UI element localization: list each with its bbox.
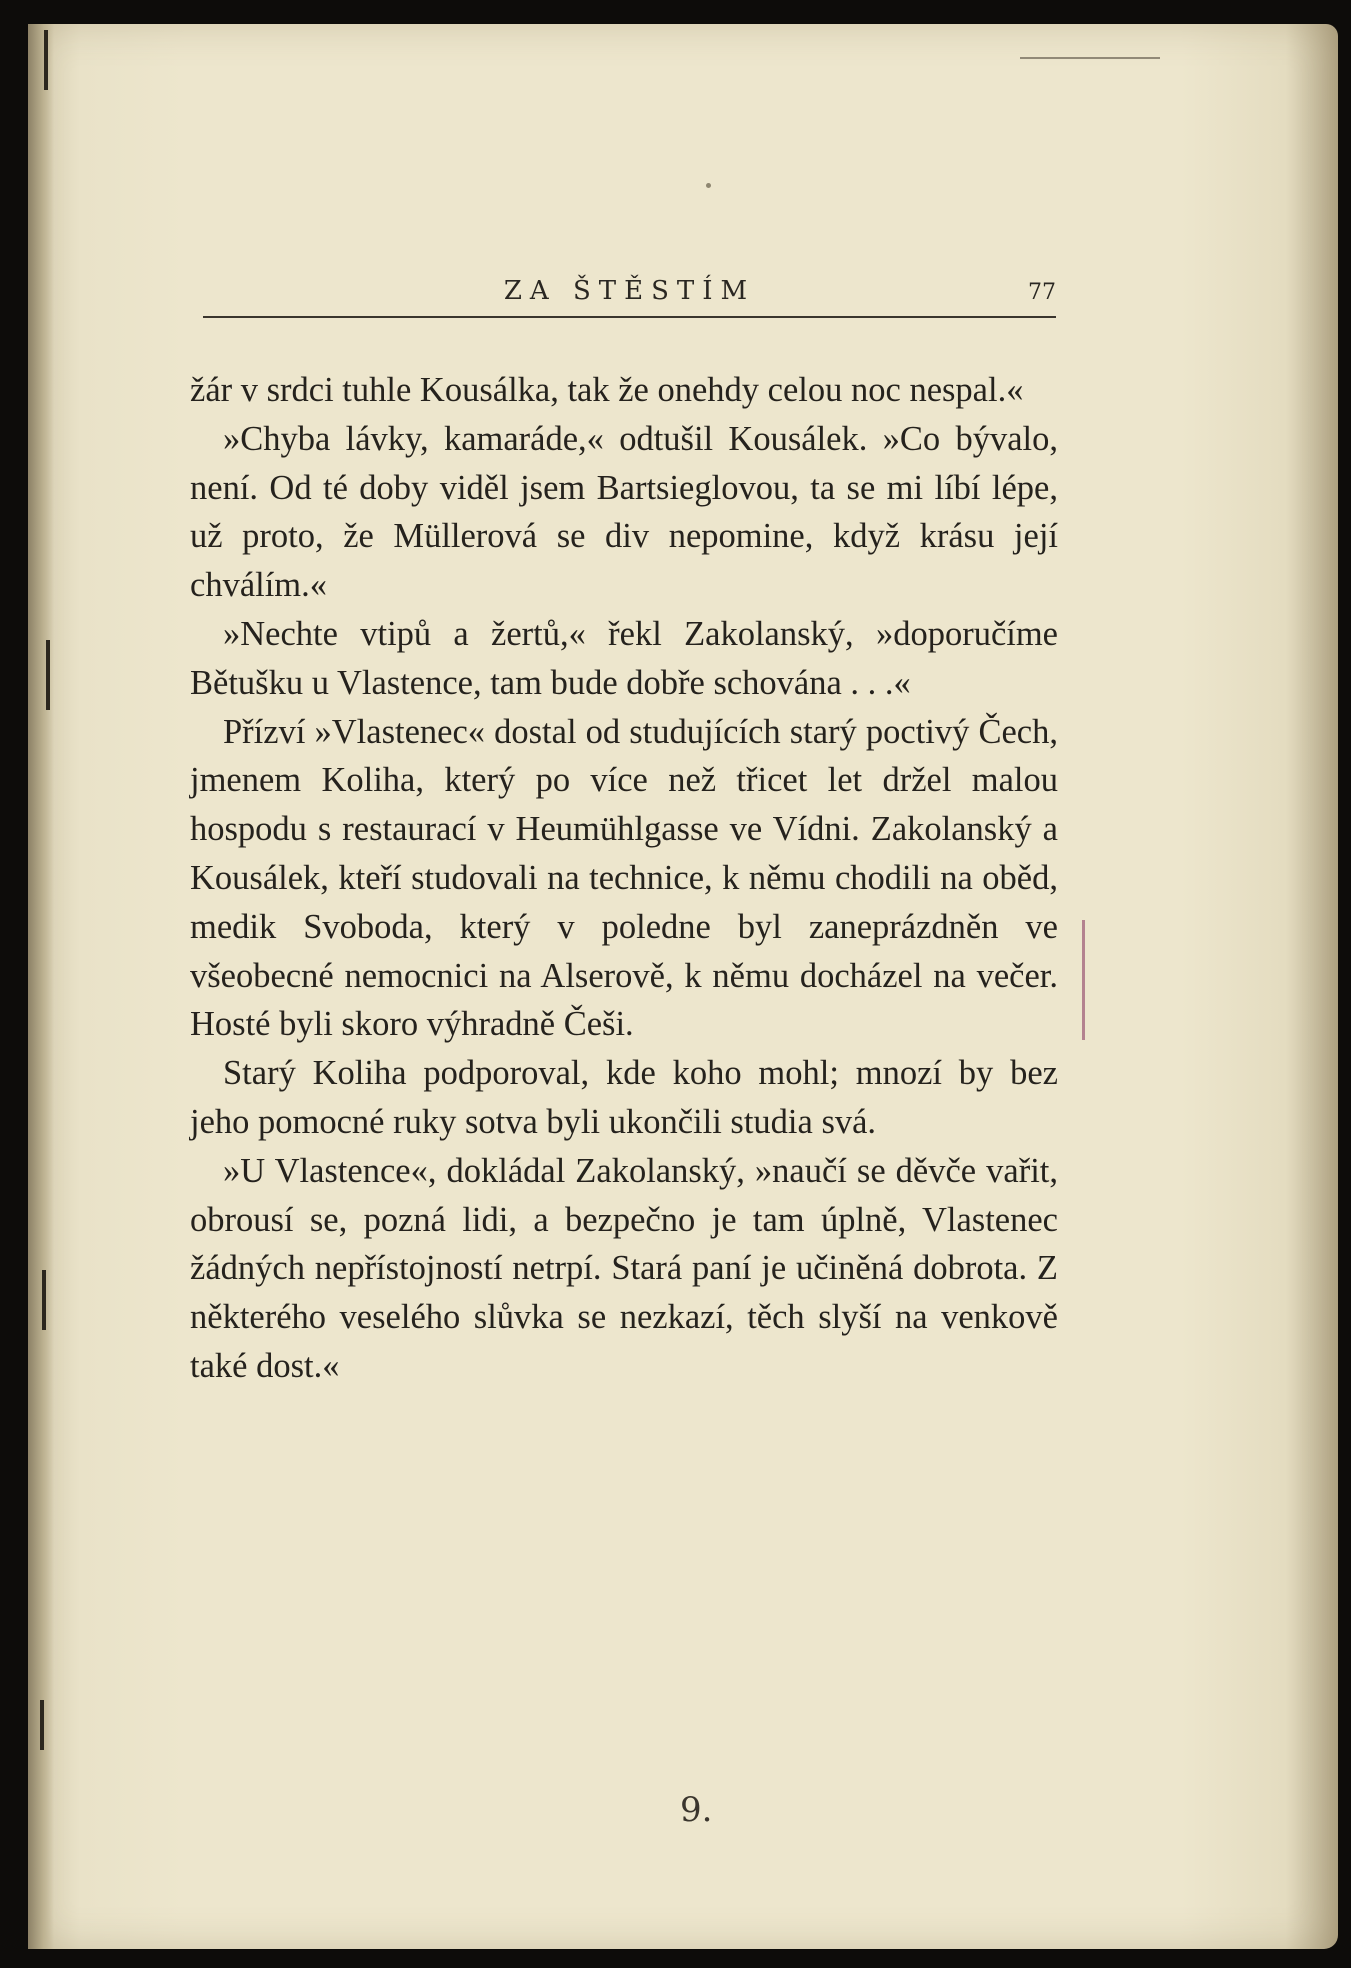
binding-mark: [42, 1270, 46, 1330]
binding-mark: [46, 640, 50, 710]
page-spine-shadow: [28, 24, 54, 1949]
paragraph: Starý Koliha podporoval, kde koho mohl; mnozí by bez jeho pomocné ruky sotva byli ukončili studia svá.: [190, 1054, 1058, 1141]
scan-artifact-line: [1020, 57, 1160, 59]
paragraph: žár v srdci tuhle Kousálka, tak že onehdy celou noc nespal.«: [190, 371, 1024, 409]
binding-mark: [40, 1700, 44, 1750]
signature-mark: 9.: [680, 1790, 713, 1830]
header-rule: [203, 316, 1056, 318]
paragraph: Přízví »Vlastenec« dostal od studujících starý poctivý Čech, jmenem Koliha, který po více než třicet let držel malou hospodu s restaurací v Heumühlgasse ve Vídni. Zakolanský a Kousálek, kteří studovali na technice, k němu chodili na oběd, medik Svoboda, který v poledne byl zaneprázdněn ve všeobecné nemocnici na Alserově, k němu docházel na večer. Hosté byli skoro výhradně Češi.: [190, 712, 1058, 1044]
page-number: 77: [1028, 280, 1056, 305]
running-head: [203, 272, 1056, 316]
margin-pencil-mark: [1082, 920, 1085, 1040]
body-text: [190, 366, 1058, 1391]
paragraph: »Nechte vtipů a žertů,« řekl Zakolanský, »doporučíme Bětušku u Vlastence, tam bude dobře schována . . .«: [190, 614, 1058, 702]
paragraph: »U Vlastence«, dokládal Zakolanský, »naučí se děvče vařit, obrousí se, pozná lidi, a bezpečno je tam úplně, Vlastenec žádných nepřístojností netrpí. Stará paní je učiněná dobrota. Z některého veselého slůvka se nezkazí, těch slyší na venkově také dost.«: [190, 1151, 1058, 1385]
scan-artifact-dot: [706, 183, 711, 188]
paragraph: »Chyba lávky, kamaráde,« odtušil Kousálek. »Co bývalo, není. Od té doby viděl jsem Bartsieglovou, ta se mi líbí lépe, už proto, že Müllerová se div nepomine, když krásu její chválím.«: [190, 419, 1058, 605]
running-title: ZA ŠTĚSTÍM: [503, 276, 756, 306]
binding-mark: [44, 30, 48, 90]
